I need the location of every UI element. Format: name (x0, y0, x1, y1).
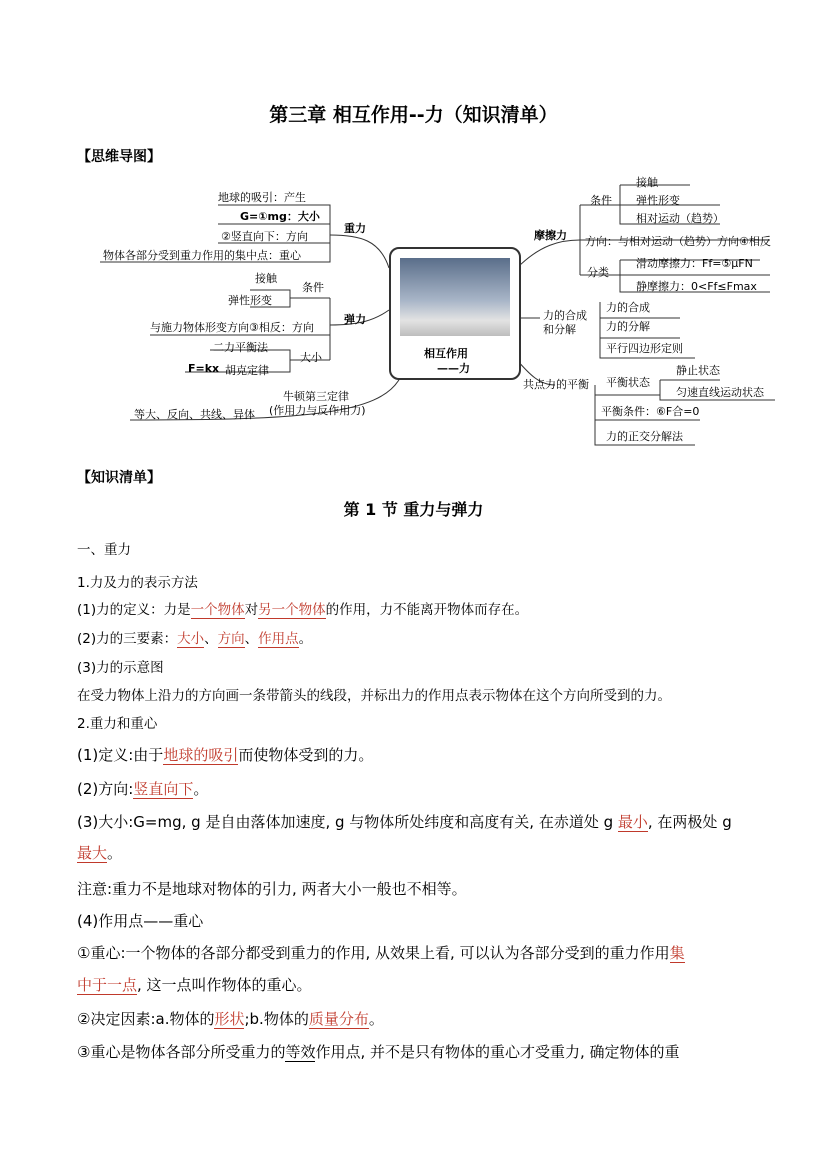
friction-condition-item: 相对运动（趋势） (636, 212, 724, 225)
hooke-formula: F=kx (188, 362, 220, 375)
answer-blank: 集 (669, 944, 685, 962)
compose-label-2: 和分解 (543, 323, 576, 336)
gravity-item: 物体各部分受到重力作用的集中点：重心 (103, 249, 301, 262)
friction-label: 摩擦力 (534, 229, 567, 242)
compose-label: 力的合成 (543, 309, 587, 322)
answer-blank: 一个物体 (190, 602, 245, 618)
answer-blank: 作用点 (258, 631, 299, 647)
force-diagram-text: 在受力物体上沿力的方向画一条带箭头的线段，并标出力的作用点表示物体在这个方向所受到的力。 (77, 688, 671, 704)
newton-label: 牛顿第三定律 (283, 390, 349, 403)
compose-item: 平行四边形定则 (606, 342, 683, 355)
center-of-gravity-note: ③重心是物体各部分所受重力的等效作用点, 并不是只有物体的重心才受重力, 确定物体的重 (77, 1043, 680, 1061)
gravity-item: G=①mg：大小 (240, 210, 320, 223)
balance-state-item: 静止状态 (676, 364, 720, 377)
center-of-gravity-heading: (4)作用点——重心 (77, 912, 204, 930)
newton-items: 等大、反向、共线、异体 (134, 408, 255, 421)
answer-blank: 质量分布 (308, 1010, 369, 1028)
center-of-gravity-def: ①重心:一个物体的各部分都受到重力的作用, 从效果上看, 可以认为各部分受到的重力作用集 (77, 944, 685, 962)
balance-label: 共点力的平衡 (523, 378, 589, 391)
answer-blank: 方向 (217, 631, 245, 647)
elastic-condition-item: 接触 (255, 272, 277, 285)
balance-state-item: 匀速直线运动状态 (676, 386, 764, 399)
friction-condition-item: 接触 (636, 176, 658, 189)
force-diagram-heading: (3)力的示意图 (77, 660, 164, 676)
page-title: 第三章 相互作用--力（知识清单） (269, 104, 558, 126)
balance-state-label: 平衡状态 (606, 376, 650, 389)
skydivers-image (400, 258, 510, 336)
center-of-gravity-def-cont: 中于一点, 这一点叫作物体的重心。 (77, 976, 312, 994)
gravity-magnitude: (3)大小:G=mg, g 是自由落体加速度, g 与物体所处纬度和高度有关, 在赤道处 g 最小, 在两极处 g (77, 813, 732, 831)
center-of-gravity-factors: ②决定因素:a.物体的形状;b.物体的质量分布。 (77, 1010, 384, 1028)
elastic-condition-label: 条件 (302, 281, 324, 294)
subsection-heading: 1.力及力的表示方法 (77, 575, 198, 591)
gravity-magnitude-cont: 最大。 (77, 844, 123, 862)
answer-blank: 等效 (285, 1043, 316, 1061)
answer-blank: 大小 (177, 631, 205, 647)
balance-method: 力的正交分解法 (606, 430, 683, 443)
gravity-direction: (2)方向:竖直向下。 (77, 780, 209, 798)
elastic-direction: 与施力物体形变方向③相反：方向 (150, 321, 314, 334)
gravity-label: 重力 (344, 222, 366, 235)
knowledge-heading: 【知识清单】 (77, 470, 161, 486)
elastic-magnitude-label: 大小 (300, 351, 322, 364)
answer-blank: 另一个物体 (258, 602, 326, 618)
answer-blank: 最小 (617, 813, 648, 831)
answer-blank: 最大 (77, 844, 108, 862)
friction-condition-label: 条件 (590, 194, 612, 207)
gravity-item: 地球的吸引：产生 (218, 191, 306, 204)
gravity-definition: (1)定义:由于地球的吸引而使物体受到的力。 (77, 746, 374, 764)
mindmap-heading: 【思维导图】 (77, 149, 161, 165)
friction-classify-item: 静摩擦力：0<Ff≤Fmax (636, 280, 757, 293)
subsection-heading: 2.重力和重心 (77, 716, 158, 732)
elastic-label: 弹力 (344, 313, 366, 326)
elastic-magnitude-item: 二力平衡法 (213, 341, 268, 354)
friction-classify-item: 滑动摩擦力：Ff=⑤μFN (636, 257, 753, 270)
answer-blank: 竖直向下 (133, 780, 194, 798)
gravity-note: 注意:重力不是地球对物体的引力, 两者大小一般也不相等。 (77, 880, 467, 898)
force-three-elements: (2)力的三要素：大小、方向、作用点。 (77, 631, 313, 647)
center-label-2: ——力 (437, 362, 470, 375)
balance-condition: 平衡条件：⑥F合=0 (601, 405, 700, 418)
part-heading: 一、重力 (77, 542, 131, 558)
force-definition: (1)力的定义：力是一个物体对另一个物体的作用，力不能离开物体而存在。 (77, 602, 529, 618)
friction-direction: 方向：与相对运动（趋势）方向④相反 (585, 235, 771, 248)
elastic-magnitude-item: 胡克定律 (225, 364, 269, 377)
center-label-1: 相互作用 (424, 347, 468, 360)
answer-blank: 形状 (214, 1010, 245, 1028)
compose-item: 力的分解 (606, 320, 650, 333)
compose-item: 力的合成 (606, 301, 650, 314)
answer-blank: 中于一点 (77, 976, 138, 994)
newton-sub: (作用力与反作用力) (269, 404, 366, 417)
section-title: 第 1 节 重力与弹力 (343, 500, 484, 519)
gravity-item: ②竖直向下：方向 (221, 230, 308, 243)
answer-blank: 地球的吸引 (163, 746, 239, 764)
elastic-condition-item: 弹性形变 (228, 294, 272, 307)
friction-condition-item: 弹性形变 (636, 194, 680, 207)
friction-classify-label: 分类 (587, 266, 609, 279)
